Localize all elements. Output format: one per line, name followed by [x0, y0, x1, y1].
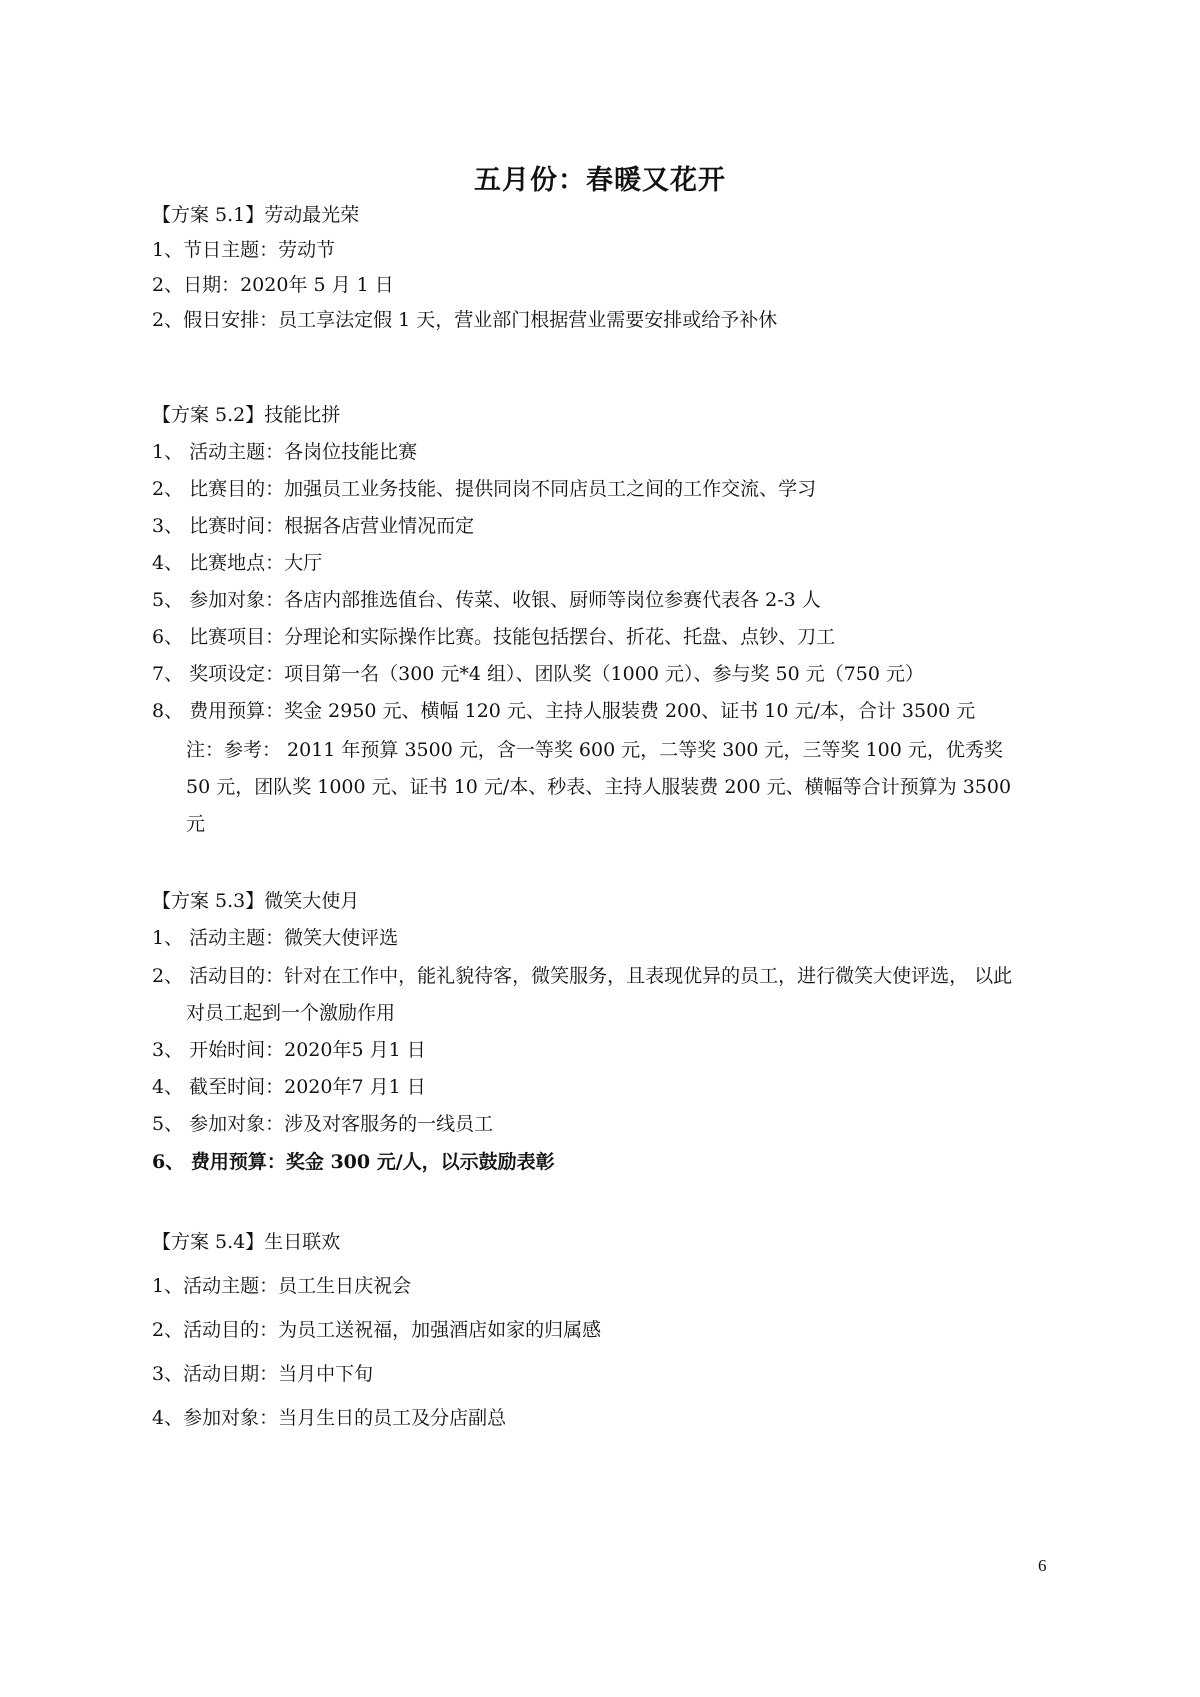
- page-number: 6: [1038, 1556, 1047, 1575]
- section-5-2-item-4: 4、 比赛地点：大厅: [152, 552, 323, 574]
- section-5-3-heading: 【方案 5.3】微笑大使月: [152, 890, 360, 912]
- section-5-4-item-3: 3、活动日期：当月中下旬: [152, 1363, 374, 1385]
- section-5-1-item-1: 1、节日主题：劳动节: [152, 239, 336, 261]
- section-5-2-item-8: 8、 费用预算：奖金 2950 元、横幅 120 元、主持人服装费 200、证书 10 元/本，合计 3500 元: [152, 700, 976, 722]
- section-5-1-item-2: 2、日期：2020年 5 月 1 日: [152, 274, 394, 296]
- section-5-3-item-4: 4、 截至时间：2020年7 月1 日: [152, 1076, 426, 1098]
- section-5-2-item-5: 5、 参加对象：各店内部推选值台、传菜、收银、厨师等岗位参赛代表各 2-3 人: [152, 589, 821, 611]
- section-5-2-note-line-1: 注：参考： 2011 年预算 3500 元，含一等奖 600 元，二等奖 300 元，三等奖 100 元，优秀奖: [186, 739, 1003, 761]
- section-5-4-item-4: 4、参加对象：当月生日的员工及分店副总: [152, 1407, 507, 1429]
- page-title: 五月份：春暖又花开: [474, 165, 726, 196]
- section-5-2-heading: 【方案 5.2】技能比拼: [152, 404, 341, 426]
- section-5-1-item-3: 2、假日安排：员工享法定假 1 天，营业部门根据营业需要安排或给予补休: [152, 309, 778, 331]
- section-5-4-item-1: 1、活动主题：员工生日庆祝会: [152, 1275, 412, 1297]
- section-5-2-note-line-3: 元: [186, 813, 206, 835]
- section-5-2-item-6: 6、 比赛项目：分理论和实际操作比赛。技能包括摆台、折花、托盘、点钞、刀工: [152, 626, 836, 648]
- section-5-1-heading: 【方案 5.1】劳动最光荣: [152, 204, 360, 226]
- section-5-2-note-line-2: 50 元，团队奖 1000 元、证书 10 元/本、秒表、主持人服装费 200 元、横幅等合计预算为 3500: [186, 776, 1012, 798]
- section-5-3-item-6: 6、 费用预算：奖金 300 元/人，以示鼓励表彰: [152, 1151, 555, 1173]
- section-5-3-item-2: 2、 活动目的：针对在工作中，能礼貌待客，微笑服务，且表现优异的员工，进行微笑大使评选， 以此: [152, 965, 1013, 987]
- section-5-2-item-3: 3、 比赛时间：根据各店营业情况而定: [152, 515, 475, 537]
- section-5-3-item-1: 1、 活动主题：微笑大使评选: [152, 927, 399, 949]
- section-5-3-item-2-continuation: 对员工起到一个激励作用: [186, 1002, 396, 1024]
- section-5-2-item-1: 1、 活动主题：各岗位技能比赛: [152, 441, 418, 463]
- section-5-3-item-5: 5、 参加对象：涉及对客服务的一线员工: [152, 1113, 494, 1135]
- section-5-2-item-2: 2、 比赛目的：加强员工业务技能、提供同岗不同店员工之间的工作交流、学习: [152, 478, 817, 500]
- section-5-2-item-7: 7、 奖项设定：项目第一名（300 元*4 组）、团队奖（1000 元）、参与奖 50 元（750 元）: [152, 663, 925, 685]
- section-5-4-heading: 【方案 5.4】生日联欢: [152, 1231, 341, 1253]
- section-5-4-item-2: 2、活动目的：为员工送祝福，加强酒店如家的归属感: [152, 1319, 602, 1341]
- section-5-3-item-3: 3、 开始时间：2020年5 月1 日: [152, 1039, 426, 1061]
